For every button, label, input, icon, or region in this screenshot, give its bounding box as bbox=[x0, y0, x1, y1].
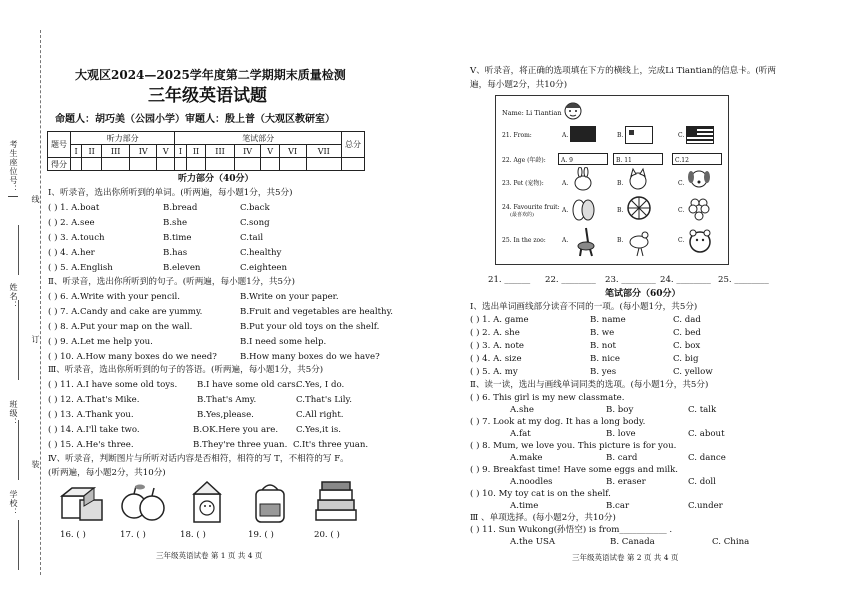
w2-q8: ( ) 8. Mum, we love you. This picture is for you. bbox=[470, 441, 677, 451]
binding-line-char: 装 bbox=[31, 460, 40, 469]
score-col: I bbox=[71, 145, 82, 158]
card-row22-a: A. 9 bbox=[561, 157, 573, 164]
card-row23-c: C. bbox=[678, 180, 685, 187]
s4-q20: 20. ( ) bbox=[314, 530, 340, 540]
binding-dashed-line bbox=[40, 30, 41, 575]
w1-q4-c: C. big bbox=[673, 354, 699, 364]
score-col: V bbox=[261, 145, 279, 158]
w1-q3-b: B. not bbox=[590, 341, 616, 351]
s3-q12-c: C.That's Lily. bbox=[296, 395, 352, 405]
s2-q10: ( ) 10. A.How many boxes do we need? bbox=[48, 352, 217, 362]
card-row25-label: 25. In the zoo: bbox=[502, 237, 546, 244]
exam-title: 大观区2024—2025学年度第二学期期末质量检测 bbox=[75, 68, 346, 82]
blank-24[interactable]: 24. ________ bbox=[660, 275, 711, 285]
s1-q1: ( ) 1. A.boat bbox=[48, 203, 100, 213]
s1-q4-c: C.healthy bbox=[240, 248, 282, 258]
school-write-line bbox=[18, 520, 19, 570]
score-col: VI bbox=[279, 145, 306, 158]
s2-q7: ( ) 7. A.Candy and cake are yummy. bbox=[48, 307, 203, 317]
seat-number-line bbox=[8, 196, 18, 197]
s2-q9: ( ) 9. A.Let me help you. bbox=[48, 337, 153, 347]
s3-q12: ( ) 12. A.That's Mike. bbox=[48, 395, 140, 405]
s3-q14-c: C.Yes,it is. bbox=[296, 425, 341, 435]
w2-q9: ( ) 9. Breakfast time! Have some eggs and milk. bbox=[470, 465, 679, 475]
s2-q6-b: B.Write on your paper. bbox=[240, 292, 339, 302]
s3-q14-b: B.OK.Here you are. bbox=[193, 425, 279, 435]
s2-q8: ( ) 8. A.Put your map on the wall. bbox=[48, 322, 193, 332]
score-cell[interactable] bbox=[306, 158, 341, 171]
w2-q7: ( ) 7. Look at my dog. It has a long body. bbox=[470, 417, 646, 427]
bird-icon bbox=[625, 226, 653, 258]
score-col: VII bbox=[306, 145, 341, 158]
score-cell[interactable] bbox=[157, 158, 175, 171]
w1-q5-b: B. yes bbox=[590, 367, 617, 377]
school-label: 学校： bbox=[9, 490, 18, 517]
seat-write-line bbox=[18, 225, 19, 275]
pear-icon bbox=[570, 194, 596, 222]
score-cell[interactable] bbox=[82, 158, 102, 171]
s1-q3: ( ) 3. A.touch bbox=[48, 233, 105, 243]
page1-footer: 三年级英语试卷 第 1 页 共 4 页 bbox=[156, 551, 263, 560]
score-table-qnum: 题号 bbox=[48, 132, 71, 158]
s4-q17: 17. ( ) bbox=[120, 530, 146, 540]
score-col: II bbox=[82, 145, 102, 158]
score-cell[interactable] bbox=[279, 158, 306, 171]
s2-q8-b: B.Put your old toys on the shelf. bbox=[240, 322, 380, 332]
s3-q11: ( ) 11. A.I have some old toys. bbox=[48, 380, 178, 390]
w2-q10: ( ) 10. My toy cat is on the shelf. bbox=[470, 489, 611, 499]
w2-q9-c: C. doll bbox=[688, 477, 716, 487]
s3-q14: ( ) 14. A.I'll take two. bbox=[48, 425, 140, 435]
apples-picture bbox=[118, 480, 168, 526]
score-col: I bbox=[175, 145, 186, 158]
w1-q2-c: C. bed bbox=[673, 328, 701, 338]
china-flag-icon bbox=[625, 126, 653, 144]
w2-q6-a: A.she bbox=[510, 405, 534, 415]
s2-q9-b: B.I need some help. bbox=[240, 337, 327, 347]
s3-title: Ⅲ、听录音，选出你所听到的句子的答语。(听两遍，每小题1分，共5分) bbox=[48, 365, 324, 375]
score-cell[interactable] bbox=[130, 158, 157, 171]
w2-title: Ⅱ、读一读，选出与画线单词同类的选项。(每小题1分，共5分) bbox=[470, 380, 709, 390]
score-cell[interactable] bbox=[206, 158, 234, 171]
s1-q1-b: B.bread bbox=[163, 203, 198, 213]
s1-q4: ( ) 4. A.her bbox=[48, 248, 95, 258]
s3-q11-b: B.I have some old cars. bbox=[197, 380, 299, 390]
s3-q15: ( ) 15. A.He's three. bbox=[48, 440, 134, 450]
s1-q2: ( ) 2. A.see bbox=[48, 218, 95, 228]
blank-22[interactable]: 22. ________ bbox=[545, 275, 596, 285]
w1-title: Ⅰ、选出单词画线部分读音不同的一项。(每小题1分，共5分) bbox=[470, 302, 698, 312]
binding-line-char: 线 bbox=[31, 195, 40, 204]
score-col: IV bbox=[234, 145, 261, 158]
w1-q5: ( ) 5. A. my bbox=[470, 367, 518, 377]
w2-q6: ( ) 6. This girl is my new classmate. bbox=[470, 393, 625, 403]
s2-q10-b: B.How many boxes do we have? bbox=[240, 352, 380, 362]
card-row22-b: B. 11 bbox=[616, 157, 632, 164]
score-cell[interactable] bbox=[342, 158, 365, 171]
score-cell[interactable] bbox=[234, 158, 261, 171]
rabbit-icon bbox=[570, 167, 596, 191]
w2-q10-c: C.under bbox=[688, 501, 723, 511]
seat-number-label: 考生座位号： bbox=[9, 140, 18, 194]
s2-q6: ( ) 6. A.Write with your pencil. bbox=[48, 292, 181, 302]
score-cell[interactable] bbox=[71, 158, 82, 171]
score-row-label: 得分 bbox=[48, 158, 71, 171]
s5-title-cont: 遍，每小题2分，共10分) bbox=[470, 80, 568, 90]
card-row24-a: A. bbox=[562, 207, 569, 214]
score-cell[interactable] bbox=[261, 158, 279, 171]
s1-q3-c: C.tail bbox=[240, 233, 264, 243]
s1-q1-c: C.back bbox=[240, 203, 270, 213]
sugar-cubes-picture bbox=[58, 482, 106, 524]
blank-25[interactable]: 25. ________ bbox=[718, 275, 769, 285]
uk-flag-icon bbox=[570, 126, 596, 142]
card-row22-label: 22. Age (年龄): bbox=[502, 157, 546, 164]
s2-q7-b: B.Fruit and vegetables are healthy. bbox=[240, 307, 394, 317]
card-row21-label: 21. From: bbox=[502, 132, 532, 139]
w2-q9-b: B. eraser bbox=[606, 477, 646, 487]
w3-q11-b: B. Canada bbox=[610, 537, 655, 547]
w1-q2: ( ) 2. A. she bbox=[470, 328, 520, 338]
exam-subtitle: 三年级英语试题 bbox=[148, 86, 267, 106]
listening-header: 听力部分（40分） bbox=[178, 174, 254, 184]
girl-avatar bbox=[560, 98, 586, 122]
s3-q12-b: B.That's Amy. bbox=[197, 395, 257, 405]
s3-q13-c: C.All right. bbox=[296, 410, 344, 420]
s1-q5: ( ) 5. A.English bbox=[48, 263, 113, 273]
w1-q2-b: B. we bbox=[590, 328, 615, 338]
s1-q4-b: B.has bbox=[163, 248, 188, 258]
w1-q5-c: C. yellow bbox=[673, 367, 713, 377]
s1-q3-b: B.time bbox=[163, 233, 192, 243]
w2-q8-b: B. card bbox=[606, 453, 638, 463]
w2-q10-a: A.time bbox=[510, 501, 539, 511]
w3-q11-c: C. China bbox=[712, 537, 750, 547]
w1-q4-b: B. nice bbox=[590, 354, 620, 364]
orange-slice-icon bbox=[625, 194, 653, 222]
s1-q5-c: C.eighteen bbox=[240, 263, 288, 273]
blank-21[interactable]: 21. ______ bbox=[488, 275, 531, 285]
grapes-icon bbox=[686, 194, 714, 222]
w3-title: Ⅲ 、单项选择。(每小题2分，共10分) bbox=[470, 513, 616, 523]
card-row21-a: A. bbox=[562, 132, 569, 139]
milk-carton-picture bbox=[186, 478, 228, 526]
class-write-line bbox=[18, 420, 19, 480]
w1-q1: ( ) 1. A. game bbox=[470, 315, 529, 325]
card-row21-b: B. bbox=[617, 132, 624, 139]
score-cell[interactable] bbox=[102, 158, 130, 171]
s3-q13-b: B.Yes,please. bbox=[197, 410, 254, 420]
s4-q18: 18. ( ) bbox=[180, 530, 206, 540]
name-label: 姓名： bbox=[9, 283, 18, 310]
w1-q1-c: C. dad bbox=[673, 315, 701, 325]
card-row23-b: B. bbox=[617, 180, 624, 187]
w1-q3: ( ) 3. A. note bbox=[470, 341, 525, 351]
w2-q7-c: C. about bbox=[688, 429, 725, 439]
w2-q7-b: B. love bbox=[606, 429, 636, 439]
card-name: Name: Li Tiantian bbox=[502, 109, 562, 117]
page2-footer: 三年级英语试卷 第 2 页 共 4 页 bbox=[572, 553, 679, 562]
s4-q19: 19. ( ) bbox=[248, 530, 274, 540]
card-row24-c: C. bbox=[678, 207, 685, 214]
w3-q11: ( ) 11. Sun Wukong(孙悟空) is from___________ . bbox=[470, 525, 673, 535]
written-header: 笔试部分（60分） bbox=[605, 289, 681, 299]
w3-q11-a: A.the USA bbox=[510, 537, 556, 547]
w2-q6-c: C. talk bbox=[688, 405, 717, 415]
w2-q8-c: C. dance bbox=[688, 453, 726, 463]
s4-title: Ⅳ、听录音，判断图片与所听对话内容是否相符，相符的写 T，不相符的写 F。 bbox=[48, 454, 349, 464]
books-picture bbox=[312, 480, 360, 526]
score-table bbox=[47, 131, 365, 171]
s1-q2-b: B.she bbox=[163, 218, 188, 228]
w2-q8-a: A.make bbox=[510, 453, 543, 463]
class-label: 班级： bbox=[9, 400, 18, 427]
score-col: IV bbox=[130, 145, 157, 158]
score-col: III bbox=[206, 145, 234, 158]
card-row25-c: C. bbox=[678, 237, 685, 244]
s4-title-cont: (听两遍，每小题2分，共10分) bbox=[48, 468, 166, 478]
w1-q1-b: B. name bbox=[590, 315, 626, 325]
score-col: III bbox=[102, 145, 130, 158]
w2-q6-b: B. boy bbox=[606, 405, 634, 415]
bear-icon bbox=[686, 226, 714, 258]
name-write-line bbox=[18, 300, 19, 380]
cat-icon bbox=[625, 167, 651, 191]
s3-q15-b: B.They're three yuan. bbox=[193, 440, 288, 450]
blank-23[interactable]: 23. ________ bbox=[605, 275, 656, 285]
card-row24-label: 24. Favourite fruit: bbox=[502, 204, 560, 211]
s3-q13: ( ) 13. A.Thank you. bbox=[48, 410, 134, 420]
card-row25-b: B. bbox=[617, 237, 624, 244]
card-row25-a: A. bbox=[562, 237, 569, 244]
score-cell[interactable] bbox=[186, 158, 206, 171]
s3-q15-c: C.It's three yuan. bbox=[293, 440, 369, 450]
card-row23-label: 23. Pet (宠物): bbox=[502, 180, 544, 187]
card-row24-b: B. bbox=[617, 207, 624, 214]
w1-q4: ( ) 4. A. size bbox=[470, 354, 522, 364]
score-table-total: 总分 bbox=[342, 132, 365, 158]
authors-line: 命题人：胡巧美（公园小学）审题人：殷上普（大观区教研室） bbox=[55, 114, 335, 125]
w2-q7-a: A.fat bbox=[510, 429, 531, 439]
s1-q5-b: B.eleven bbox=[163, 263, 201, 273]
binding-line-char: 订 bbox=[31, 335, 40, 344]
score-col: II bbox=[186, 145, 206, 158]
card-row22-c: C.12 bbox=[675, 157, 689, 164]
s3-q11-c: C.Yes, I do. bbox=[296, 380, 345, 390]
s5-title: Ⅴ、听录音，将正确的选项填在下方的横线上，完成Li Tiantian的信息卡。(听两 bbox=[470, 66, 776, 76]
w2-q10-b: B.car bbox=[606, 501, 630, 511]
s4-q16: 16. ( ) bbox=[60, 530, 86, 540]
card-row23-a: A. bbox=[562, 180, 569, 187]
card-row21-c: C. bbox=[678, 132, 685, 139]
score-col: V bbox=[157, 145, 175, 158]
s1-title: Ⅰ、听录音，选出你所听到的单词。(听两遍，每小题1分，共5分) bbox=[48, 188, 293, 198]
schoolbag-picture bbox=[248, 478, 292, 526]
w1-q3-c: C. box bbox=[673, 341, 701, 351]
card-row24-sub: (最喜欢的) bbox=[510, 212, 534, 218]
s2-title: Ⅱ、听录音，选出你所听到的句子。(听两遍，每小题1分，共5分) bbox=[48, 277, 295, 287]
w2-q9-a: A.noodles bbox=[510, 477, 553, 487]
score-table-listen: 听力部分 bbox=[71, 132, 175, 145]
dog-icon bbox=[686, 167, 712, 191]
us-flag-icon bbox=[686, 126, 714, 144]
s1-q2-c: C.song bbox=[240, 218, 270, 228]
giraffe-icon bbox=[570, 226, 596, 258]
score-cell[interactable] bbox=[175, 158, 186, 171]
score-table-written: 笔试部分 bbox=[175, 132, 342, 145]
